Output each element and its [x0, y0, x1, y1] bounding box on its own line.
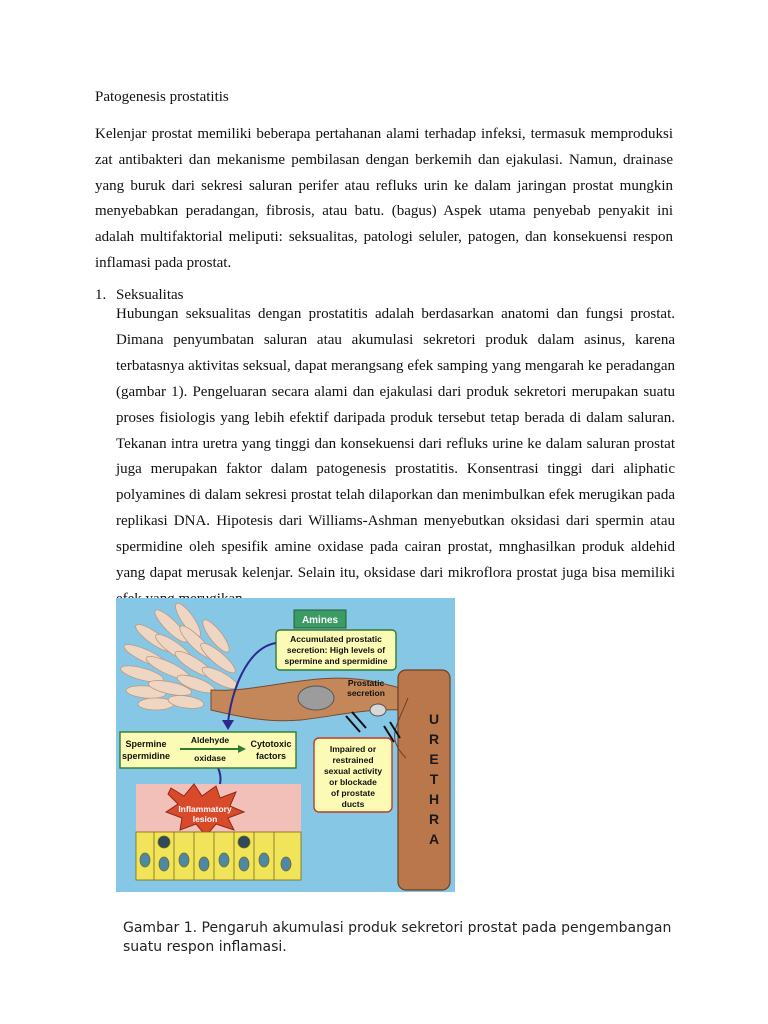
section-number: 1.	[95, 287, 107, 303]
intro-paragraph: Kelenjar prostat memiliki beberapa pertahanan alami terhadap infeksi, termasuk memproduksi zat antibakteri dan mekanisme pembilasan dengan berkemih dan ejakulasi. Namun, drainase yang buruk dari sekresi saluran perifer atau refluks urin ke dalam jaringan prostat mungkin menyebabkan peradangan, fibrosis, atau batu. (bagus) Aspek utama penyebab penyakit ini adalah multifaktorial meliputi: seksualitas, patologi seluler, patogen, dan konsekuensi respon inflamasi pada prostat.	[95, 126, 673, 271]
inflammatory-label: Inflammatory	[178, 804, 232, 814]
figure-prostatitis-diagram	[116, 598, 455, 892]
impaired-label-line: of prostate	[331, 788, 375, 798]
inflammatory-label: lesion	[192, 814, 218, 824]
secretion-droplet-icon	[370, 704, 386, 716]
accumulated-label-line: Accumulated prostatic	[290, 634, 382, 644]
spermidine-label: spermidine	[121, 751, 171, 761]
factors-label: factors	[255, 751, 287, 761]
accumulated-label-line: secretion: High levels of	[286, 645, 386, 655]
prostatic-secretion-label: Prostatic	[347, 678, 385, 688]
impaired-label-line: Impaired or	[329, 744, 377, 754]
urethra-letter: A	[428, 831, 440, 847]
impaired-label-line: ducts	[341, 799, 365, 809]
figure-caption: Gambar 1. Pengaruh akumulasi produk sekretori prostat pada pengembangan suatu respon inflamasi.	[123, 920, 672, 955]
prostatic-secretion-label: secretion	[347, 688, 385, 698]
secretion-plug-icon	[298, 686, 334, 710]
spermine-label: Spermine	[125, 739, 167, 749]
urethra-letter: H	[428, 791, 440, 807]
section-heading: Seksualitas	[116, 287, 184, 303]
urethra-letter: T	[429, 771, 439, 787]
urethra-letter: R	[428, 731, 440, 747]
diagram-svg	[116, 598, 455, 892]
cytotoxic-label: Cytotoxic	[250, 739, 292, 749]
impaired-label-line: restrained	[332, 755, 374, 765]
impaired-label-line: sexual activity	[323, 766, 383, 776]
impaired-label-line: or blockade	[329, 777, 377, 787]
oxidase-label: oxidase	[194, 753, 226, 763]
epithelial-cells-icon	[136, 832, 301, 880]
accumulated-label-line: spermine and spermidine	[284, 656, 388, 666]
urethra-letter: U	[428, 711, 440, 727]
document-title: Patogenesis prostatitis	[95, 89, 229, 105]
amines-label: Amines	[301, 615, 339, 626]
urethra-letter: R	[428, 811, 440, 827]
aldehyde-label: Aldehyde	[190, 735, 230, 745]
section-body: Hubungan seksualitas dengan prostatitis adalah berdasarkan anatomi dan fungsi prostat. Dimana penyumbatan saluran atau akumulasi sekretori produk dalam asinus, karena terbatasnya aktivitas seksual, dapat merangsang efek samping yang mengarah ke peradangan (gambar 1). Pengeluaran secara alami dan ejakulasi dari produk sekretori merupakan suatu proses fisiologis yang lebih efektif daripada produk tersebut tetap berada di dalam saluran. Tekanan intra uretra yang tinggi dan konsekuensi dari refluks urine ke dalam saluran prostat juga merupakan faktor dalam patogenesis prostatitis. Konsentrasi tinggi dari aliphatic polyamines di dalam sekresi prostat telah dilaporkan dan menimbulkan efek merugikan pada replikasi DNA. Hipotesis dari Williams-Ashman menyebutkan oksidasi dari spermin atau spermidine oleh spesifik amine oxidase pada cairan prostat, mnghasilkan produk aldehid yang dapat merusak kelenjar. Selain itu, oksidase dari mikroflora prostat juga bisa memiliki	[116, 306, 675, 582]
urethra-letter: E	[429, 751, 439, 767]
